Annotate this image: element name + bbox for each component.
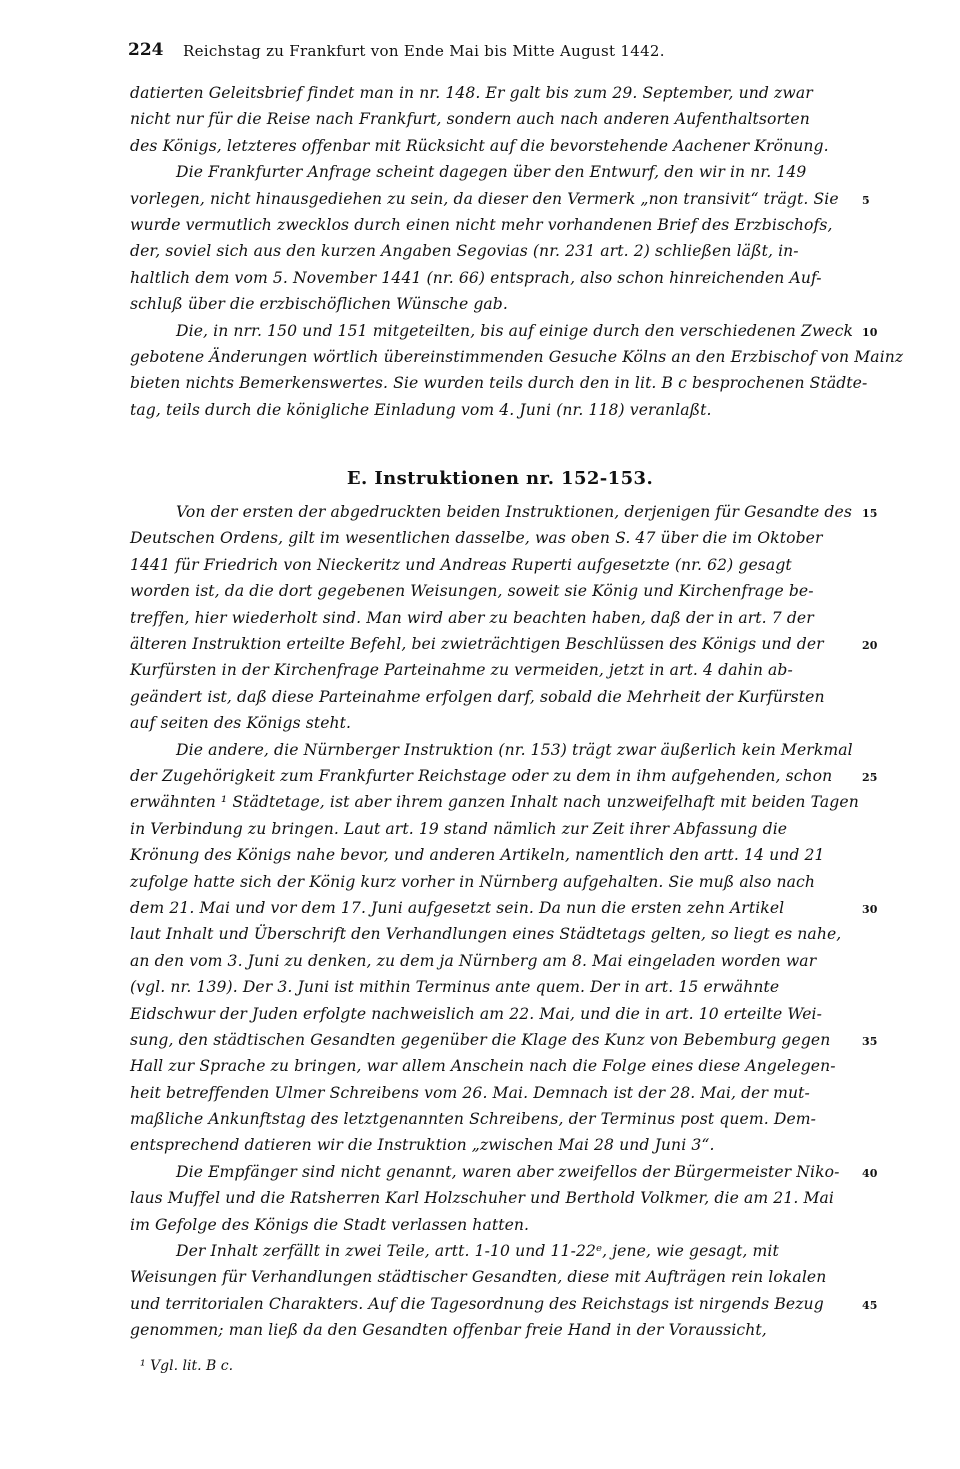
text-line (130, 1080, 870, 1106)
line-text: Die, in nrr. 150 und 151 mitgeteilten, bis auf einige durch den verschiedenen Zweck (176, 321, 854, 340)
text-line (130, 1027, 878, 1053)
text-line (130, 525, 870, 551)
line-text: schluß über die erzbischöflichen Wünsche gab. (130, 295, 508, 314)
text-line (130, 1159, 878, 1185)
line-text: zufolge hatte sich der König kurz vorher in Nürnberg aufgehalten. Sie muß also nach (130, 872, 815, 891)
text-line (130, 291, 870, 317)
line-text: gebotene Änderungen wörtlich übereinstimmenden Gesuche Kölns an den Erzbischof von Mainz (130, 347, 904, 366)
line-text: laus Muffel und die Ratsherren Karl Holzschuher und Berthold Volkmer, die am 21. Mai (130, 1189, 835, 1208)
line-text: älteren Instruktion erteilte Befehl, bei zwieträchtigen Beschlüssen des Königs und der (130, 635, 824, 654)
text-line (130, 869, 870, 895)
main-text (130, 80, 904, 1344)
text-line (130, 974, 870, 1000)
line-number: 25 (862, 770, 878, 784)
line-number: 10 (862, 325, 878, 339)
line-text: der Zugehörigkeit zum Frankfurter Reichstage oder zu dem in ihm aufgehenden, schon (130, 766, 833, 785)
paragraphs-after-heading (130, 499, 878, 1344)
footnote: ¹ Vgl. lit. B c. (140, 1358, 234, 1374)
line-text: sung, den städtischen Gesandten gegenüber die Klage des Kunz von Bebemburg gegen (130, 1030, 831, 1049)
line-text: Die andere, die Nürnberger Instruktion (nr. 153) trägt zwar äußerlich kein Merkmal (176, 740, 853, 759)
line-text: 1441 für Friedrich von Nieckeritz und Andreas Ruperti aufgesetzte (nr. 62) gesagt (130, 555, 792, 574)
line-text: erwähnten ¹ Städtetage, ist aber ihrem ganzen Inhalt nach unzweifelhaft mit beiden Tagen (130, 793, 859, 812)
text-line (130, 605, 870, 631)
line-text: vorlegen, nicht hinausgediehen zu sein, da dieser den Vermerk „non transivit“ trägt. Sie (130, 189, 839, 208)
line-text: der, soviel sich aus den kurzen Angaben Segovias (nr. 231 art. 2) schließen läßt, in- (130, 242, 799, 261)
line-text: Die Empfänger sind nicht genannt, waren aber zweifellos der Bürgermeister Niko- (176, 1162, 840, 1181)
line-text: tag, teils durch die königliche Einladung vom 4. Juni (nr. 118) veranlaßt. (130, 400, 712, 419)
line-text: Krönung des Königs nahe bevor, und anderen Artikeln, namentlich den artt. 14 und 21 (130, 846, 825, 865)
page-header (128, 40, 868, 64)
line-number: 15 (862, 507, 878, 521)
line-text: auf seiten des Königs steht. (130, 714, 352, 733)
text-line (130, 1132, 870, 1158)
line-text: genommen; man ließ da den Gesandten offenbar freie Hand in der Voraussicht, (130, 1321, 767, 1340)
line-text: maßliche Ankunftstag des letztgenannten Schreibens, der Terminus post quem. Dem- (130, 1110, 817, 1129)
paragraphs-before-heading (130, 80, 904, 423)
line-text: bieten nichts Bemerkenswertes. Sie wurden teils durch den in lit. B c besprochenen Städte- (130, 374, 868, 393)
line-text: worden ist, da die dort gegebenen Weisungen, soweit sie König und Kirchenfrage be- (130, 582, 814, 601)
line-text: an den vom 3. Juni zu denken, zu dem ja Nürnberg am 8. Mai eingeladen worden war (130, 951, 817, 970)
line-number: 30 (862, 902, 878, 916)
page-number: 224 (128, 40, 164, 60)
text-line (130, 842, 870, 868)
line-text: (vgl. nr. 139). Der 3. Juni ist mithin Terminus ante quem. Der in art. 15 erwähnte (130, 978, 780, 997)
line-text: geändert ist, daß diese Parteinahme erfolgen darf, sobald die Mehrheit der Kurfürsten (130, 687, 825, 706)
text-line (130, 1106, 870, 1132)
line-text: treffen, hier wiederholt sind. Man wird aber zu beachten haben, daß der in art. 7 der (130, 608, 814, 627)
line-text: Eidschwur der Juden erfolgte nachweislich am 22. Mai, und die in art. 10 erteilte Wei- (130, 1004, 823, 1023)
line-text: Von der ersten der abgedruckten beiden Instruktionen, derjenigen für Gesandte des (176, 503, 852, 522)
line-number: 35 (862, 1034, 878, 1048)
section-heading: E. Instruktionen nr. 152-153. (346, 468, 654, 490)
line-text: Hall zur Sprache zu bringen, war allem Anschein nach die Folge eines diese Angelegen- (130, 1057, 836, 1076)
text-line (130, 895, 878, 921)
line-number: 5 (862, 193, 870, 207)
text-line (130, 816, 870, 842)
line-text: im Gefolge des Königs die Stadt verlassen hatten. (130, 1215, 530, 1234)
text-line (130, 1001, 870, 1027)
running-head: Reichstag zu Frankfurt von Ende Mai bis Mitte August 1442. (183, 42, 665, 60)
line-text: dem 21. Mai und vor dem 17. Juni aufgesetzt sein. Da nun die ersten zehn Artikel (130, 898, 785, 917)
text-line (130, 186, 870, 212)
text-line (130, 318, 878, 344)
text-line (130, 1264, 870, 1290)
text-line (130, 684, 870, 710)
text-line (130, 80, 870, 106)
line-text: Die Frankfurter Anfrage scheint dagegen über den Entwurf, den wir in nr. 149 (176, 163, 807, 182)
line-text: wurde vermutlich zwecklos durch einen nicht mehr vorhandenen Brief des Erzbischofs, (130, 215, 833, 234)
text-line (130, 789, 870, 815)
text-line (130, 1238, 870, 1264)
text-line (130, 737, 870, 763)
line-text: und territorialen Charakters. Auf die Tagesordnung des Reichstags ist nirgends Bezug (130, 1294, 824, 1313)
text-line (130, 578, 870, 604)
text-line (130, 344, 904, 370)
section-gap (130, 423, 870, 459)
text-line (130, 1053, 870, 1079)
line-text: Weisungen für Verhandlungen städtischer Gesandten, diese mit Aufträgen rein lokalen (130, 1268, 827, 1287)
text-line (130, 159, 870, 185)
line-number: 40 (862, 1166, 878, 1180)
line-text: datierten Geleitsbrief findet man in nr. 148. Er galt bis zum 29. September, und zwar (130, 84, 813, 102)
text-line (130, 265, 870, 291)
text-line (130, 133, 870, 159)
text-line (130, 631, 878, 657)
line-text: Der Inhalt zerfällt in zwei Teile, artt. 1-10 und 11-22ᵉ, jene, wie gesagt, mit (176, 1242, 779, 1261)
text-line (130, 1212, 870, 1238)
line-text: entsprechend datieren wir die Instruktion „zwischen Mai 28 und Juni 3“. (130, 1136, 715, 1155)
text-line (130, 1185, 870, 1211)
text-line (130, 238, 870, 264)
text-line (130, 499, 878, 525)
text-line (130, 1291, 878, 1317)
line-number: 45 (862, 1298, 878, 1312)
text-line (130, 1317, 870, 1343)
text-line (130, 397, 870, 423)
line-text: des Königs, letzteres offenbar mit Rücksicht auf die bevorstehende Aachener Krönung. (130, 136, 829, 155)
line-text: heit betreffenden Ulmer Schreibens vom 26. Mai. Demnach ist der 28. Mai, der mut- (130, 1083, 810, 1102)
line-text: Deutschen Ordens, gilt im wesentlichen dasselbe, was oben S. 47 über die im Oktober (130, 529, 823, 548)
text-line (130, 212, 870, 238)
text-line (130, 710, 870, 736)
line-text: in Verbindung zu bringen. Laut art. 19 stand nämlich zur Zeit ihrer Abfassung die (130, 819, 788, 838)
text-line (130, 948, 870, 974)
line-text: laut Inhalt und Überschrift den Verhandlungen eines Städtetags gelten, so liegt es nahe, (130, 925, 842, 944)
text-line (130, 763, 878, 789)
line-text: Kurfürsten in der Kirchenfrage Parteinahme zu vermeiden, jetzt in art. 4 dahin ab- (130, 661, 793, 680)
text-line (130, 552, 870, 578)
text-line (130, 921, 870, 947)
text-line (130, 370, 870, 396)
line-text: nicht nur für die Reise nach Frankfurt, sondern auch nach anderen Aufenthaltsorten (130, 110, 810, 129)
line-number: 20 (862, 639, 878, 653)
text-line (130, 106, 870, 132)
line-text: haltlich dem vom 5. November 1441 (nr. 66) entsprach, also schon hinreichenden Auf- (130, 268, 822, 287)
text-line (130, 657, 870, 683)
